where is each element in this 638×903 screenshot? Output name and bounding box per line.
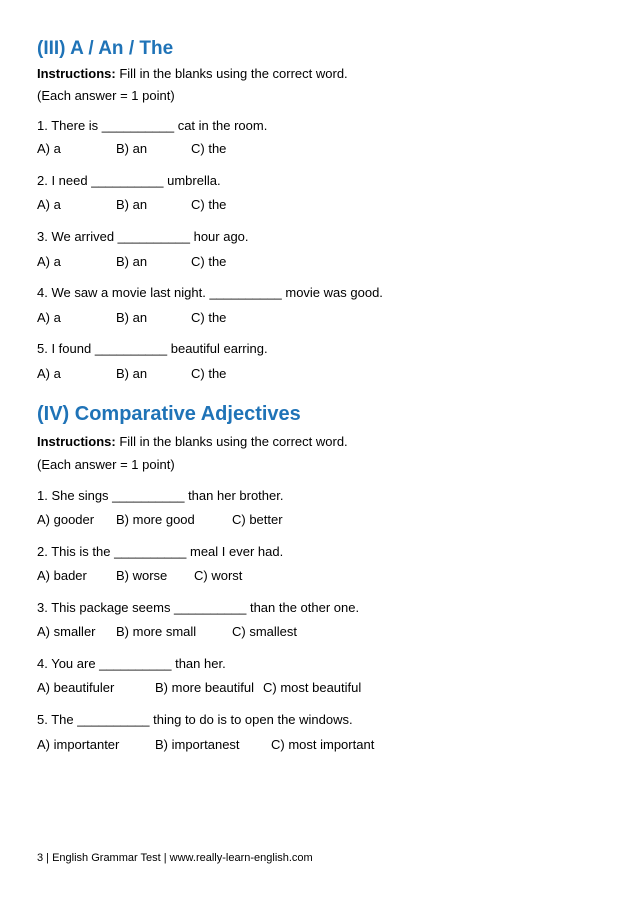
section-4-points: (Each answer = 1 point)	[37, 457, 175, 472]
s3-question-1: 1. There is __________ cat in the room.	[37, 118, 268, 133]
option-a: A) gooder	[37, 512, 95, 527]
section-3-title: (III) A / An / The	[37, 38, 174, 59]
option-a: A) smaller	[37, 624, 96, 639]
section-3-instructions	[37, 66, 348, 82]
option-c: C) the	[191, 141, 227, 156]
option-b: B) more good	[116, 512, 195, 527]
option-c: C) better	[232, 512, 283, 527]
option-a: A) a	[37, 310, 61, 325]
instructions-label: Instructions:	[37, 434, 116, 449]
s4-question-5: 5. The __________ thing to do is to open the windows.	[37, 712, 353, 727]
option-c: C) the	[191, 366, 227, 381]
option-b: B) an	[116, 366, 148, 381]
option-c: C) the	[191, 197, 227, 212]
option-a: A) a	[37, 141, 61, 156]
s4-question-4: 4. You are __________ than her.	[37, 656, 226, 671]
option-c: C) the	[191, 310, 227, 325]
option-a: A) bader	[37, 568, 87, 583]
option-b: B) more beautiful	[155, 680, 254, 695]
instructions-label: Instructions:	[37, 66, 116, 81]
option-b: B) an	[116, 310, 148, 325]
s4-question-2: 2. This is the __________ meal I ever had.	[37, 544, 284, 559]
option-b: B) worse	[116, 568, 168, 583]
option-b: B) importanest	[155, 737, 240, 752]
s4-question-3: 3. This package seems __________ than the other one.	[37, 600, 360, 615]
option-c: C) the	[191, 254, 227, 269]
s4-question-1: 1. She sings __________ than her brother.	[37, 488, 284, 503]
option-a: A) a	[37, 254, 61, 269]
option-a: A) a	[37, 197, 61, 212]
option-a: A) beautifuler	[37, 680, 115, 695]
section-4-title: (IV) Comparative Adjectives	[37, 403, 301, 425]
page-footer: 3 | English Grammar Test | www.really-learn-english.com	[37, 852, 313, 864]
option-b: B) more small	[116, 624, 197, 639]
s3-question-2: 2. I need __________ umbrella.	[37, 173, 221, 188]
section-4-instructions	[37, 434, 348, 450]
option-b: B) an	[116, 254, 148, 269]
option-a: A) importanter	[37, 737, 120, 752]
option-c: C) most beautiful	[263, 680, 362, 695]
s3-question-4: 4. We saw a movie last night. __________ movie was good.	[37, 285, 383, 300]
option-b: B) an	[116, 141, 148, 156]
s3-question-5: 5. I found __________ beautiful earring.	[37, 341, 268, 356]
option-c: C) smallest	[232, 624, 298, 639]
instructions-text: Fill in the blanks using the correct word.	[115, 434, 348, 449]
option-c: C) worst	[194, 568, 243, 583]
instructions-text: Fill in the blanks using the correct word.	[115, 66, 348, 81]
s3-question-3: 3. We arrived __________ hour ago.	[37, 229, 249, 244]
option-c: C) most important	[271, 737, 375, 752]
option-b: B) an	[116, 197, 148, 212]
section-3-points: (Each answer = 1 point)	[37, 88, 175, 103]
option-a: A) a	[37, 366, 61, 381]
